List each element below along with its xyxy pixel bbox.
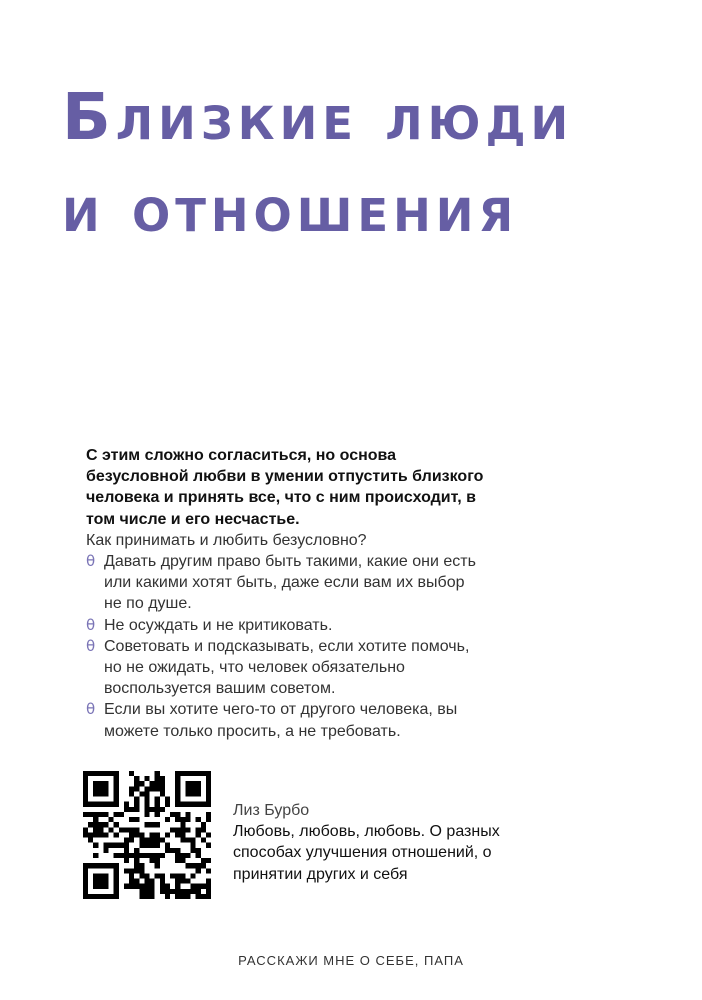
running-footer: РАССКАЖИ МНЕ О СЕБЕ, ПАПА (238, 953, 464, 968)
theta-bullet-icon: θ (86, 700, 96, 719)
theta-bullet-icon: θ (86, 636, 96, 655)
list-item-text: Не осуждать и не критиковать. (104, 616, 333, 634)
qr-code-icon[interactable] (83, 771, 211, 899)
list-item (86, 699, 486, 741)
list-item-text: Давать другим право быть такими, какие они есть или какими хотят быть, даже если вам их выбор не по душе. (104, 553, 476, 613)
page-title (62, 72, 662, 256)
theta-bullet-icon: θ (86, 552, 96, 571)
list-item (86, 636, 486, 700)
list-item-text: Советовать и подсказывать, если хотите помочь, но не ожидать, что человек обязательно воспользуется вашим советом. (104, 637, 470, 698)
page-title-line-1: Близкие люди (62, 81, 574, 155)
bullet-list (86, 551, 486, 742)
list-item-text: Если вы хотите чего-то от другого человека, вы можете только просить, а не требовать. (104, 701, 458, 740)
book-reference (233, 800, 533, 885)
main-text-block (86, 445, 486, 742)
book-author: Лиз Бурбо (233, 802, 310, 819)
theta-bullet-icon: θ (86, 615, 96, 634)
list-item (86, 551, 486, 615)
page-title-line-2: и отношения (62, 173, 519, 247)
book-title: Любовь, любовь, любовь. О разных способах улучшения отношений, о принятии других и себя (233, 823, 500, 883)
list-item (86, 615, 486, 636)
question-line: Как принимать и любить безусловно? (86, 531, 367, 549)
intro-paragraph: С этим сложно согласиться, но основа безусловной любви в умении отпустить близкого человека и принять все, что с ним происходит, в том числе и его несчастье. (86, 447, 484, 528)
